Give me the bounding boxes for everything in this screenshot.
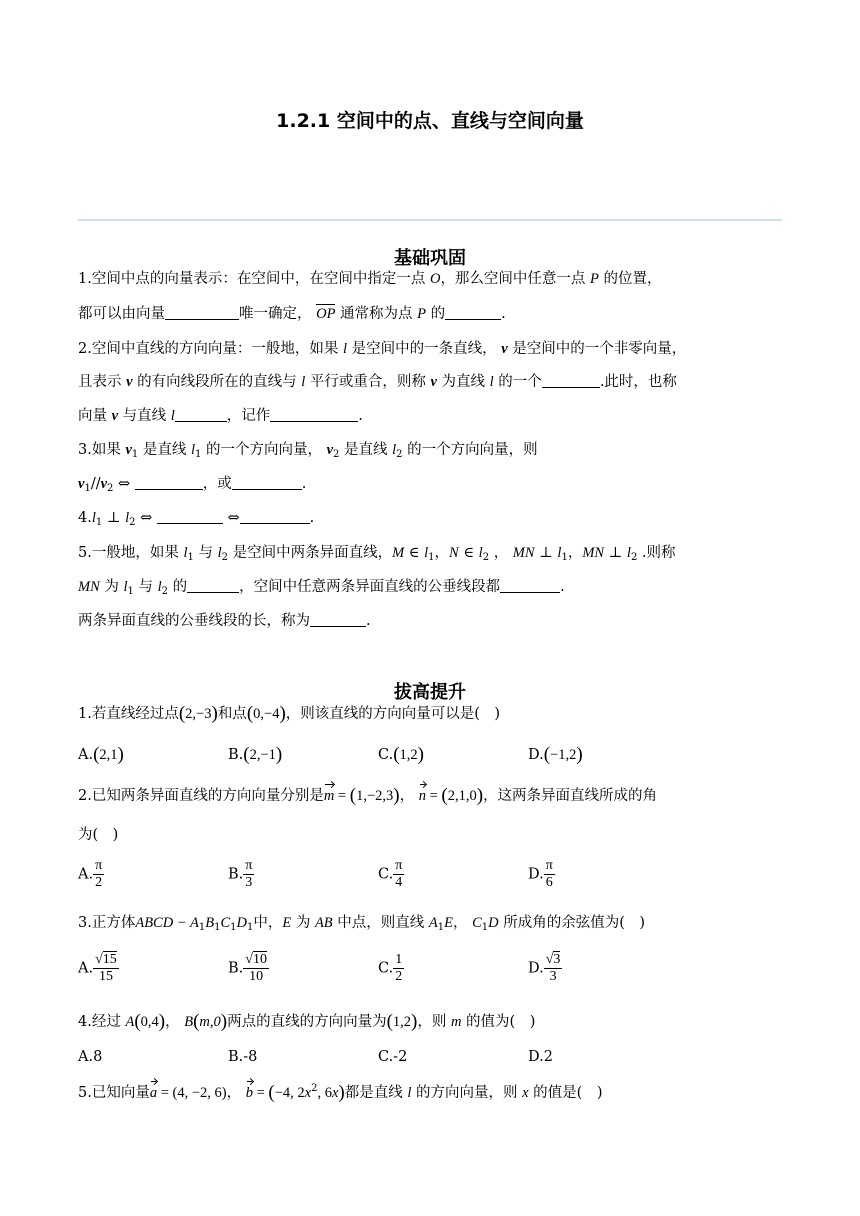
- answer-blank[interactable]: [542, 373, 600, 388]
- answer-blank[interactable]: [500, 578, 560, 593]
- basic-q1-line1: 1.空间中点的向量表示：在空间中，在空间中指定一点 O，那么空间中任意一点 P 的位置，: [78, 271, 662, 287]
- answer-blank[interactable]: [445, 305, 501, 320]
- section-heading-advanced: 拔高提升: [394, 682, 466, 703]
- adv-q2-option-d[interactable]: D. $\frac{\pi}{6}$: [528, 858, 553, 890]
- adv-q2-option-c[interactable]: C. $\frac{\pi}{4}$: [378, 858, 403, 890]
- basic-q5-line3: 两条异面直线的公垂线段的长，称为 .: [78, 613, 371, 629]
- answer-blank[interactable]: [270, 407, 358, 422]
- vector-op: OP: [316, 306, 336, 322]
- adv-q3-option-d[interactable]: D. $\frac{√3}{3}$: [528, 952, 561, 984]
- basic-q5-line1: 5.一般地，如果 $l_1$ 与 $l_2$ 是空间中两条异面直线，M ∈ $l_1$，N ∈ $l_2$ ， MN ⊥ $l_1$，MN ⊥ $l_2$ .则称: [78, 545, 676, 563]
- adv-q1-option-b[interactable]: B.(2,−1): [228, 744, 283, 765]
- basic-q1-line2: 都可以由向量 唯一确定， OP 通常称为点 P 的 .: [78, 306, 506, 322]
- adv-q2-option-b[interactable]: B. $\frac{\pi}{3}$: [228, 858, 253, 890]
- answer-blank[interactable]: [187, 578, 239, 593]
- answer-blank[interactable]: [165, 305, 239, 320]
- adv-q3-option-a[interactable]: A. $\frac{√15}{15}$: [78, 952, 117, 984]
- adv-q3-stem: 3.正方体ABCD − $A_1B_1C_1D_1$中，E 为 AB 中点，则直线 $A_1E$， $C_1D$ 所成角的余弦值为( ): [78, 915, 646, 933]
- basic-q2-line2: 且表示 v 的有向线段所在的直线与 l 平行或重合，则称 v 为直线 l 的一个 .此时，也称: [78, 374, 677, 390]
- page-title: 1.2.1 空间中的点、直线与空间向量: [276, 110, 584, 132]
- adv-q1-option-a[interactable]: A.(2,1): [78, 744, 124, 765]
- adv-q1-stem: 1.若直线经过点(2,−3)和点(0,−4)，则该直线的方向向量可以是( ): [78, 703, 501, 724]
- adv-q4-option-b[interactable]: B.-8: [228, 1049, 258, 1065]
- basic-q4-line: $4.l_1$ ⊥ $l_2$ ⇔ ⇔ .: [78, 510, 315, 528]
- adv-q5-stem: 5.已知向量a = (4, −2, 6)， b = (−4, $2x^2$, 6x)都是直线 l 的方向向量，则 x 的值是( ): [78, 1082, 603, 1103]
- basic-q5-line2: MN 为 $l_1$ 与 $l_2$ 的 ，空间中任意两条异面直线的公垂线段都 .: [78, 579, 565, 597]
- answer-blank[interactable]: [175, 407, 227, 422]
- basic-q2-line3: 向量 v 与直线 l ，记作 .: [78, 408, 363, 424]
- adv-q3-option-b[interactable]: B. $\frac{√10}{10}$: [228, 952, 267, 984]
- basic-q3-line1: 3.如果 $v_1$ 是直线 $l_1$ 的一个方向向量， $v_2$ 是直线 $l_2$ 的一个方向向量，则: [78, 442, 538, 460]
- answer-blank[interactable]: [240, 509, 310, 524]
- basic-q2-line1: 2.空间中直线的方向向量：一般地，如果 l 是空间中的一条直线， v 是空间中的一个非零向量，: [78, 341, 687, 357]
- adv-q1-option-d[interactable]: D.(−1,2): [528, 744, 583, 765]
- section-heading-basic: 基础巩固: [394, 248, 466, 269]
- adv-q1-option-c[interactable]: C.(1,2): [378, 744, 424, 765]
- adv-q2-stem: 2.已知两条异面直线的方向向量分别是m = (1,−2,3)， n = (2,1,0)，这两条异面直线所成的角: [78, 785, 658, 806]
- adv-q3-option-c[interactable]: C. $\frac{1}{2}$: [378, 952, 403, 984]
- adv-q2-option-a[interactable]: A. $\frac{\pi}{2}$: [78, 858, 103, 890]
- answer-blank[interactable]: [157, 509, 223, 524]
- adv-q4-stem: 4.经过 A(0,4)， B(m,0)两点的直线的方向向量为(1,2)，则 m 的值为( ): [78, 1011, 536, 1032]
- adv-q4-option-c[interactable]: C.-2: [378, 1049, 408, 1065]
- answer-blank[interactable]: [135, 475, 203, 490]
- adv-q2-stem-line2: 为( ): [78, 827, 119, 843]
- basic-q3-line2: $v_1//v_2$ ⇔ ，或 .: [78, 476, 307, 494]
- divider: [78, 219, 782, 221]
- adv-q4-option-d[interactable]: D.2: [528, 1049, 553, 1065]
- answer-blank[interactable]: [232, 475, 302, 490]
- answer-blank[interactable]: [310, 612, 366, 627]
- adv-q4-option-a[interactable]: A.8: [78, 1049, 103, 1065]
